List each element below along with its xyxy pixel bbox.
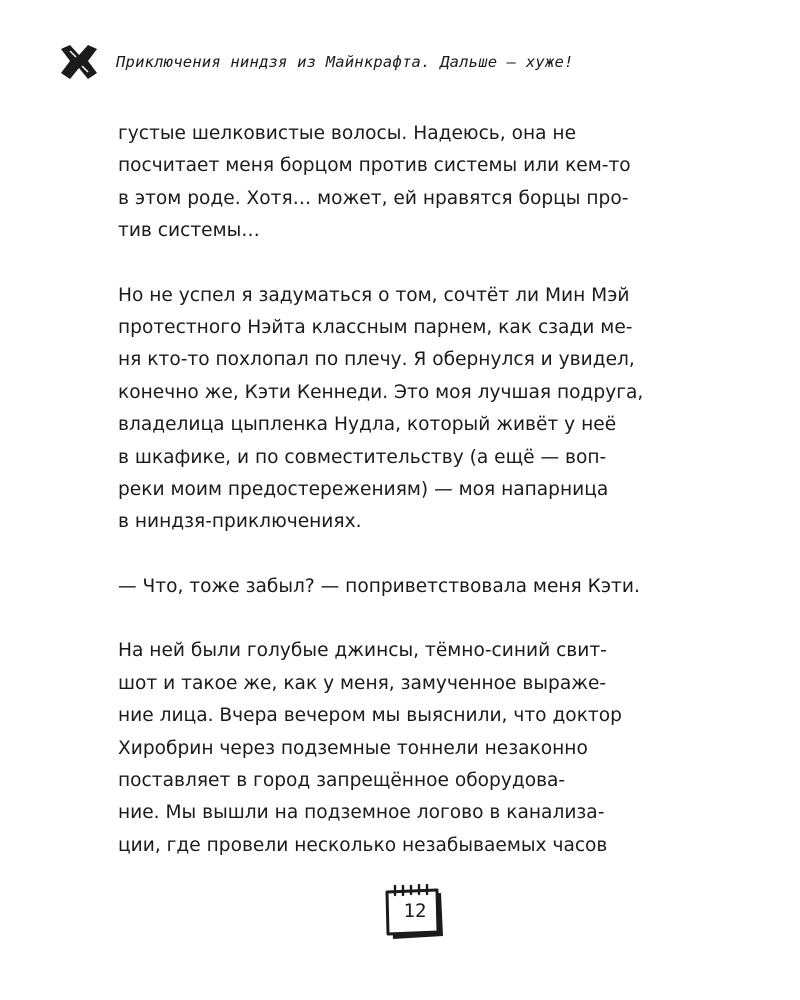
crossed-sticks-icon xyxy=(58,44,100,80)
paragraph-gap xyxy=(118,539,728,571)
text-line: в ниндзя-приключениях. xyxy=(118,511,362,533)
paragraph xyxy=(118,635,728,862)
paragraph xyxy=(118,280,728,539)
running-head-title: Приключения ниндзя из Майнкрафта. Дальше — хуже! xyxy=(116,53,574,71)
paragraph-gap xyxy=(118,248,728,280)
text-line: Но не успел я задуматься о том, сочтёт ли Мин Мэй xyxy=(118,284,630,306)
text-line: — Что, тоже забыл? — поприветствовала меня Кэти. xyxy=(118,575,640,597)
text-line: ние лица. Вчера вечером мы выяснили, что доктор xyxy=(118,705,622,727)
text-line: реки моим предостережениям) — моя напарница xyxy=(118,479,609,501)
text-line: владелица цыпленка Нудла, который живёт у неё xyxy=(118,414,617,436)
paragraph-gap xyxy=(118,603,728,635)
text-line: в шкафике, и по совместительству (а ещё — воп- xyxy=(118,446,607,468)
text-line: На ней были голубые джинсы, тёмно-синий свит- xyxy=(118,640,607,662)
body-text xyxy=(118,118,728,862)
page-folio xyxy=(381,884,447,942)
text-line: Хиробрин через подземные тоннели незаконно xyxy=(118,737,588,759)
text-line: шот и такое же, как у меня, замученное выраже- xyxy=(118,672,607,694)
text-line: ня кто-то похлопал по плечу. Я обернулся и увидел, xyxy=(118,349,635,371)
text-line: густые шелковистые волосы. Надеюсь, она не xyxy=(118,123,577,144)
text-line: посчитает меня борцом против системы или кем-то xyxy=(118,155,631,177)
running-head xyxy=(58,44,574,80)
text-line: ции, где провели несколько незабываемых часов xyxy=(118,834,608,856)
text-line: ние. Мы вышли на подземное логово в канализа- xyxy=(118,802,605,824)
text-line: тив системы… xyxy=(118,220,260,242)
text-line: в этом роде. Хотя… может, ей нравятся борцы про- xyxy=(118,187,629,209)
text-line: протестного Нэйта классным парнем, как сзади ме- xyxy=(118,317,633,339)
text-line: конечно же, Кэти Кеннеди. Это моя лучшая подруга, xyxy=(118,381,644,403)
paragraph xyxy=(118,118,728,248)
paragraph xyxy=(118,571,728,603)
text-line: поставляет в город запрещённое оборудова- xyxy=(118,769,566,791)
page-number: 12 xyxy=(403,900,427,922)
